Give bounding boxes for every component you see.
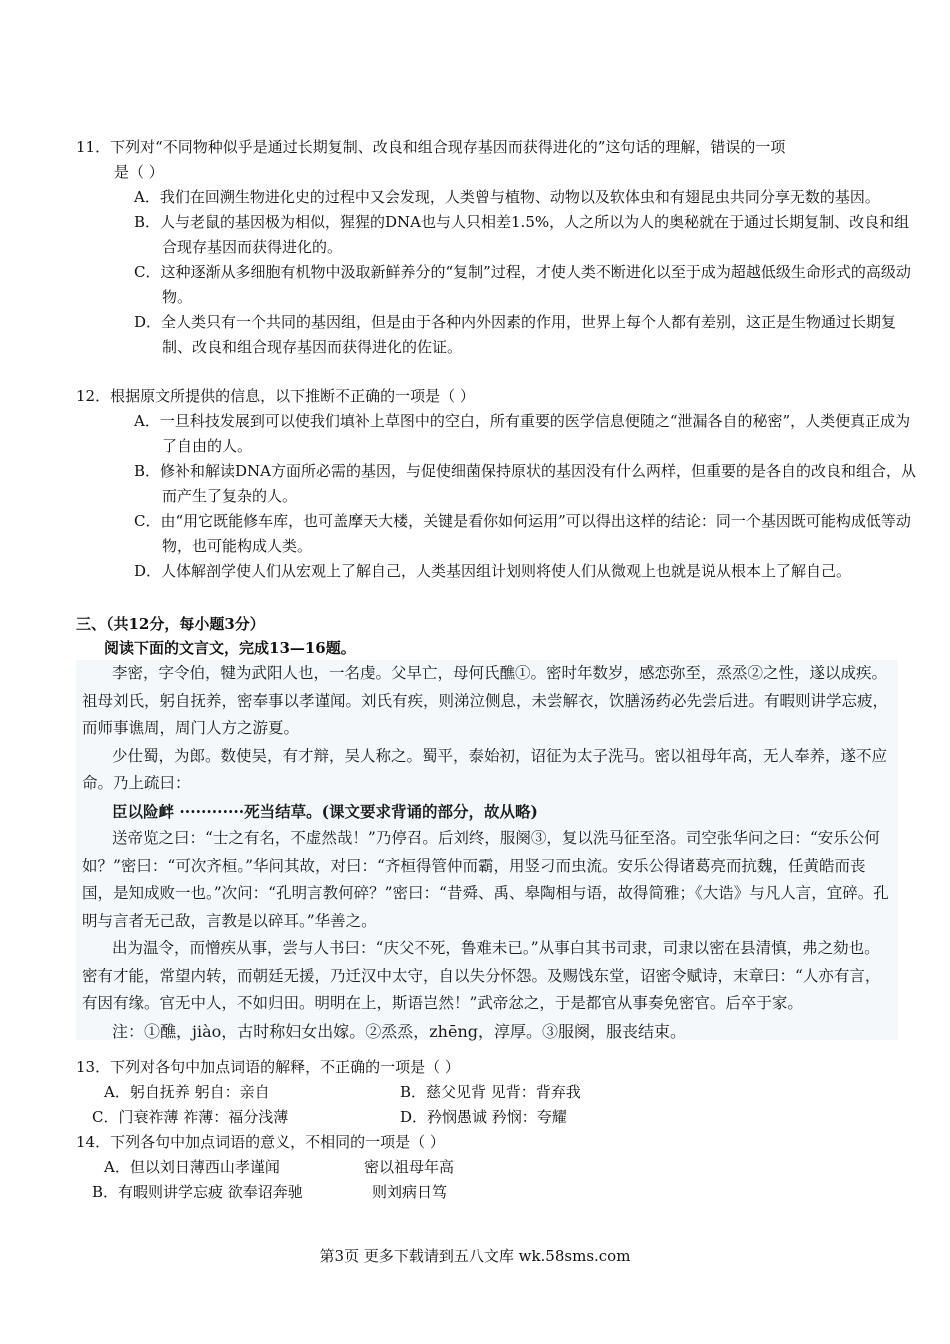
section-3-instruction: 阅读下面的文言文，完成13—16题。 <box>104 639 356 657</box>
question-11-stem: 11．下列对“不同物种似乎是通过长期复制、改良和组合现存基因而获得进化的”这句话的理解，错误的一项 <box>76 138 786 156</box>
passage-paragraph-5: 出为温令，而憎疾从事，尝与人书曰：“庆父不死，鲁难未已。”从事白其书司隶，司隶以密在县清慎，弗之劾也。密有才能，常望内转，而朝廷无援，乃迁汉中太守，自以失分怀怨。及赐饯东堂，诏密令赋诗，末章曰：“人亦有言，有因有缘。官无中人，不如归田。明明在上，斯语岂然！”武帝忿之，于是都官从事奏免密官。后卒于家。 <box>82 939 881 1012</box>
question-11-option-c: C．这种逐渐从多细胞有机物中汲取新鲜养分的“复制”过程，才使人类不断进化以至于成为超越低级生命形式的高级动物。 <box>134 263 911 306</box>
question-12-option-a: A．一旦科技发展到可以使我们填补上草图中的空白，所有重要的医学信息便随之“泄漏各自的秘密”，人类便真正成为了自由的人。 <box>134 412 911 455</box>
section-3-title: 三、（共12分，每小题3分） <box>76 615 265 633</box>
question-12-option-b: B．修补和解读DNA方面所必需的基因，与促使细菌保持原状的基因没有什么两样，但重要的是各自的改良和组合，从而产生了复杂的人。 <box>134 462 917 505</box>
question-12-option-d: D．人体解剖学使人们从宏观上了解自己，人类基因组计划则将使人们从微观上也就是说从根本上了解自己。 <box>134 562 852 580</box>
question-11-option-d: D．全人类只有一个共同的基因组，但是由于各种内外因素的作用，世界上每个人都有差别，这正是生物通过长期复制、改良和组合现存基因而获得进化的佐证。 <box>134 313 897 356</box>
question-14-option-a-left: A．但以刘日薄西山孝谨闻 <box>104 1158 280 1176</box>
question-11-option-a: A．我们在回溯生物进化史的过程中又会发现，人类曾与植物、动物以及软体虫和有翅昆虫共同分享无数的基因。 <box>134 188 880 206</box>
question-13-stem: 13．下列对各句中加点词语的解释，不正确的一项是（ ） <box>76 1058 460 1076</box>
question-14-option-a-right: 密以祖母年高 <box>364 1158 455 1176</box>
question-12 <box>76 384 917 584</box>
passage-paragraph-2: 少仕蜀，为郎。数使吴，有才辩，吴人称之。蜀平，泰始初，诏征为太子洗马。密以祖母年高，无人奉养，遂不应命。乃上疏曰： <box>82 746 888 792</box>
question-14-option-b-right: 则刘病日笃 <box>372 1183 448 1201</box>
question-12-stem: 12．根据原文所提供的信息，以下推断不正确的一项是（ ） <box>76 387 475 405</box>
question-11 <box>76 135 911 360</box>
passage-omitted-excerpt: 臣以险衅 ············死当结草。(课文要求背诵的部分，故从略) <box>112 801 538 821</box>
question-14-row-a <box>76 1155 896 1180</box>
page-footer: 第3页 更多下载请到五八文库 wk.58sms.com <box>319 1247 631 1265</box>
question-13-option-b: B．慈父见背 见背：背弃我 <box>400 1083 581 1101</box>
question-12-option-c: C．由“用它既能修车库，也可盖摩天大楼，关键是看你如何运用”可以得出这样的结论：同一个基因既可能构成低等动物，也可能构成人类。 <box>134 512 911 555</box>
question-13-row-2 <box>76 1105 896 1130</box>
passage-notes: 注：①醮，jiào，古时称妇女出嫁。②烝烝，zhēng，淳厚。③服阕，服丧结束。 <box>112 1021 687 1041</box>
question-13-option-d: D．矜悯愚诚 矜悯：夸耀 <box>400 1108 567 1126</box>
question-14-stem: 14．下列各句中加点词语的意义，不相同的一项是（ ） <box>76 1133 445 1151</box>
classical-text-passage <box>76 660 898 1040</box>
question-14-row-b <box>76 1180 896 1205</box>
question-13-row-1 <box>76 1080 896 1105</box>
question-11-stem-cont: 是（ ） <box>114 163 164 181</box>
question-14-option-b-left: B．有暇则讲学忘疲 欲奉诏奔驰 <box>92 1183 303 1201</box>
question-13-option-c: C．门衰祚薄 祚薄：福分浅薄 <box>92 1108 289 1126</box>
question-13-option-a: A．躬自抚养 躬自：亲自 <box>104 1083 270 1101</box>
passage-paragraph-4: 送帝览之曰：“士之有名，不虚然哉！”乃停召。后刘终，服阕③，复以洗马征至洛。司空张华问之曰：“安乐公何如？”密曰：“可次齐桓。”华问其故，对曰：“齐桓得管仲而霸，用竖刁而虫流。安乐公得诸葛亮而抗魏，任黄皓而丧国，是知成败一也。”次问：“孔明言教何碎？”密曰：“昔舜、禹、皋陶相与语，故得简雅；《大诰》与凡人言，宜碎。孔明与言者无己敌，言教是以碎耳。”华善之。 <box>82 829 889 930</box>
question-13 <box>76 1055 896 1130</box>
passage-paragraph-1: 李密，字令伯，犍为武阳人也，一名虔。父早亡，母何氏醮①。密时年数岁，感恋弥至，烝烝②之性，遂以成疾。祖母刘氏，躬自抚养，密奉事以孝谨闻。刘氏有疾，则涕泣侧息，未尝解衣，饮膳汤药必先尝后进。有暇则讲学忘疲，而师事谯周，周门人方之游夏。 <box>82 664 889 737</box>
question-14 <box>76 1130 896 1205</box>
question-11-option-b: B．人与老鼠的基因极为相似，猩猩的DNA也与人只相差1.5%，人之所以为人的奥秘就在于通过长期复制、改良和组合现存基因而获得进化的。 <box>134 213 910 256</box>
